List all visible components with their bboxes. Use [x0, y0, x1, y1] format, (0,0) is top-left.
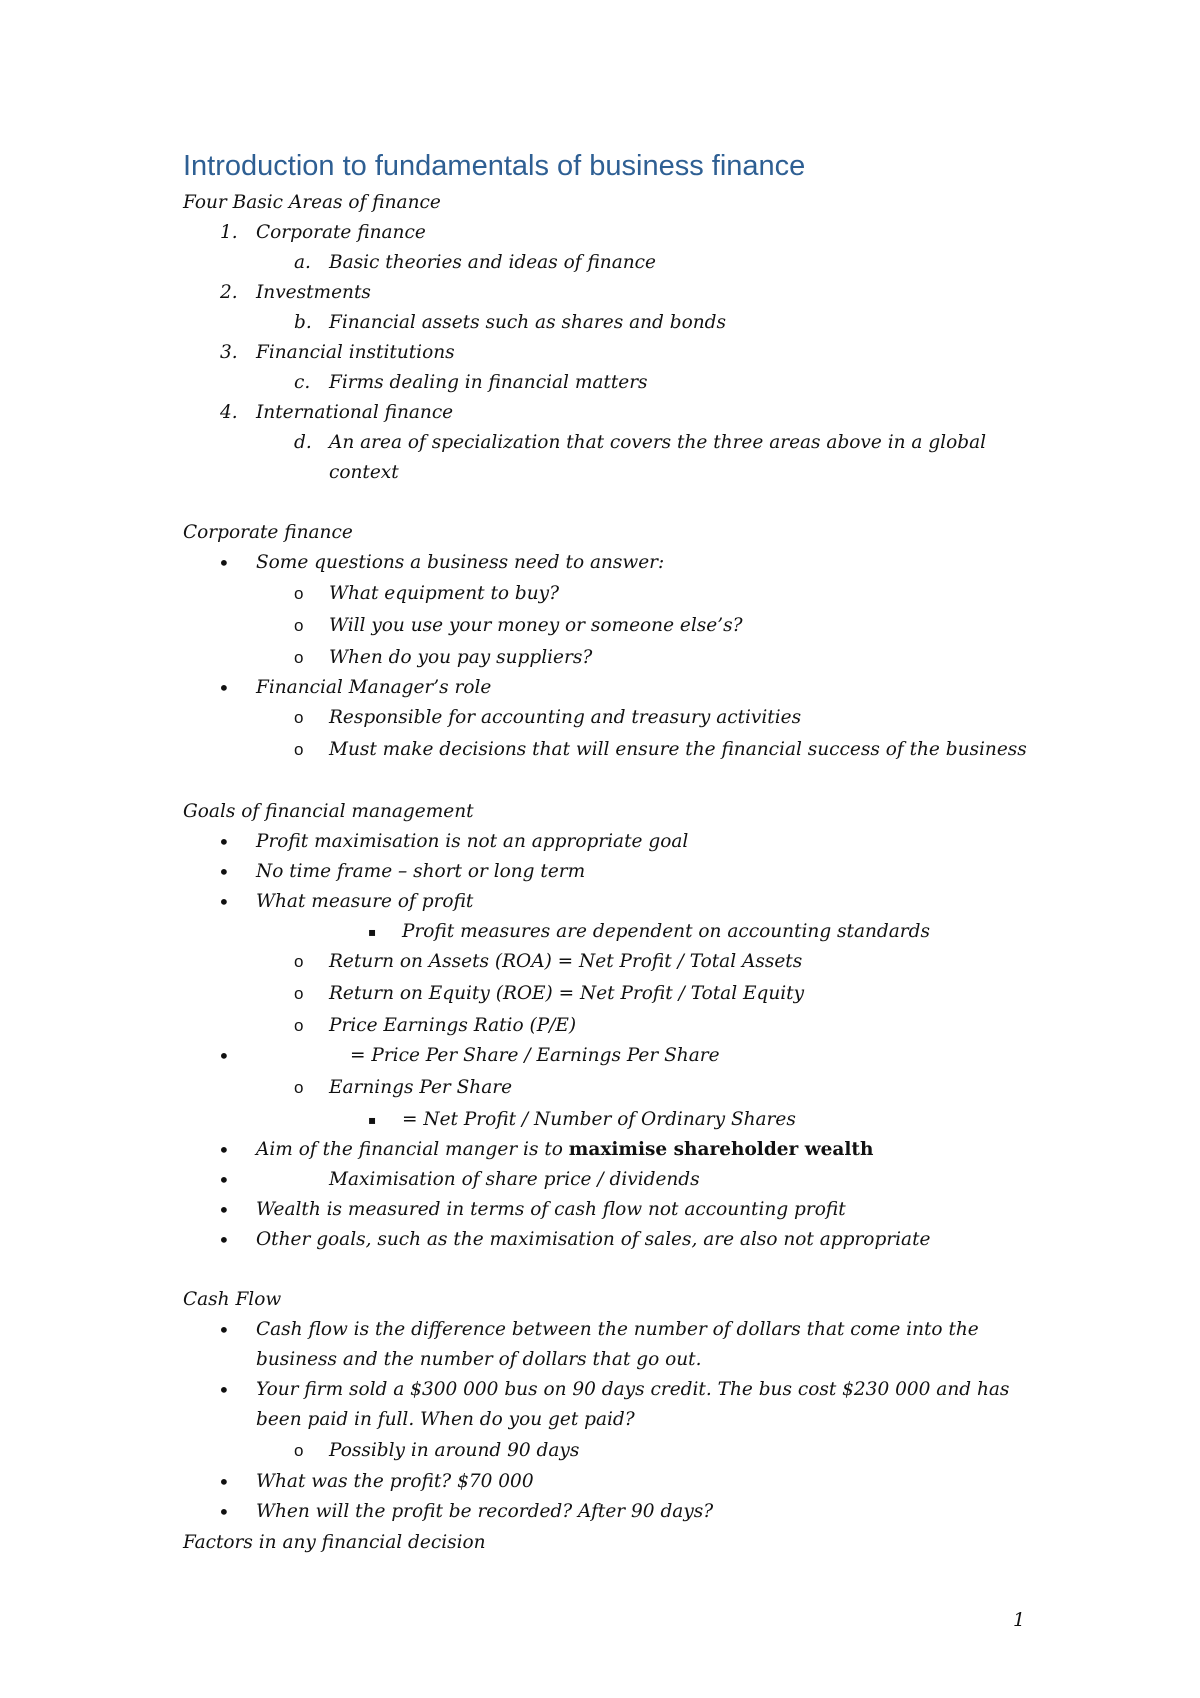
bullet-marker: •: [218, 1198, 230, 1222]
square-bullet-marker: ▪: [368, 925, 377, 939]
list-marker: 3.: [220, 342, 238, 363]
page-number: 1: [1013, 1609, 1026, 1631]
sub-bullet-marker: o: [294, 740, 304, 759]
section-heading-factors: Factors in any financial decision: [183, 1532, 486, 1553]
list-item: Profit measures are dependent on accounting standards: [402, 921, 930, 942]
bullet-marker: •: [218, 1378, 230, 1402]
list-item: = Price Per Share / Earnings Per Share: [350, 1045, 720, 1066]
list-item: What equipment to buy?: [329, 583, 560, 604]
list-item: What measure of profit: [256, 891, 474, 912]
list-marker: 4.: [220, 402, 238, 423]
section-heading-four-areas: Four Basic Areas of finance: [183, 192, 441, 213]
sub-bullet-marker: o: [294, 584, 304, 603]
sub-bullet-marker: o: [294, 708, 304, 727]
list-item: Return on Equity (ROE) = Net Profit / Total Equity: [329, 983, 805, 1004]
bullet-marker: •: [218, 1228, 230, 1252]
sub-bullet-marker: o: [294, 1441, 304, 1460]
bullet-marker: •: [218, 676, 230, 700]
bullet-marker: •: [218, 830, 230, 854]
bullet-marker: •: [218, 1470, 230, 1494]
list-item-continuation: business and the number of dollars that go out.: [256, 1349, 702, 1370]
list-item: Financial institutions: [256, 342, 455, 363]
list-item: Cash flow is the difference between the number of dollars that come into the: [256, 1319, 979, 1340]
list-item: Some questions a business need to answer:: [256, 552, 665, 573]
bullet-marker: •: [218, 860, 230, 884]
sub-bullet-marker: o: [294, 984, 304, 1003]
list-item: Your firm sold a $300 000 bus on 90 days credit. The bus cost $230 000 and has: [256, 1379, 1010, 1400]
list-item: When will the profit be recorded? After 90 days?: [256, 1501, 714, 1522]
list-marker: a.: [294, 252, 311, 273]
list-item: Will you use your money or someone else’s?: [329, 615, 743, 636]
list-marker: d.: [294, 432, 312, 453]
list-item: Return on Assets (ROA) = Net Profit / Total Assets: [329, 951, 803, 972]
list-item: Possibly in around 90 days: [329, 1440, 580, 1461]
sub-bullet-marker: o: [294, 648, 304, 667]
list-item: Wealth is measured in terms of cash flow not accounting profit: [256, 1199, 846, 1220]
sub-bullet-marker: o: [294, 616, 304, 635]
list-marker: b.: [294, 312, 312, 333]
list-item: Investments: [256, 282, 371, 303]
list-item-emphasis: maximise shareholder wealth: [568, 1139, 874, 1160]
bullet-marker: •: [218, 1500, 230, 1524]
page-title: Introduction to fundamentals of business finance: [183, 150, 806, 182]
list-item: = Net Profit / Number of Ordinary Shares: [402, 1109, 796, 1130]
list-marker: 1.: [220, 222, 238, 243]
bullet-marker: •: [218, 1044, 230, 1068]
bullet-marker: •: [218, 890, 230, 914]
list-item: Financial assets such as shares and bonds: [329, 312, 726, 333]
list-item-continuation: context: [329, 462, 399, 483]
list-marker: 2.: [220, 282, 238, 303]
list-item: Price Earnings Ratio (P/E): [329, 1015, 577, 1036]
list-item: An area of specialization that covers the three areas above in a global: [329, 432, 987, 453]
section-heading-goals: Goals of financial management: [183, 801, 474, 822]
list-item: International finance: [256, 402, 454, 423]
list-item: No time frame – short or long term: [256, 861, 586, 882]
list-item: Profit maximisation is not an appropriate goal: [256, 831, 689, 852]
bullet-marker: •: [218, 1168, 230, 1192]
section-heading-cash-flow: Cash Flow: [183, 1289, 282, 1310]
bullet-marker: •: [218, 1318, 230, 1342]
list-marker: c.: [294, 372, 311, 393]
list-item: Other goals, such as the maximisation of sales, are also not appropriate: [256, 1229, 931, 1250]
section-heading-corporate-finance: Corporate finance: [183, 522, 353, 543]
list-item: Maximisation of share price / dividends: [329, 1169, 700, 1190]
bullet-marker: •: [218, 551, 230, 575]
list-item: Earnings Per Share: [329, 1077, 513, 1098]
sub-bullet-marker: o: [294, 1078, 304, 1097]
list-item: Firms dealing in financial matters: [329, 372, 648, 393]
bullet-marker: •: [218, 1138, 230, 1162]
list-item: Corporate finance: [256, 222, 426, 243]
square-bullet-marker: ▪: [368, 1113, 377, 1127]
list-item-continuation: been paid in full. When do you get paid?: [256, 1409, 635, 1430]
sub-bullet-marker: o: [294, 952, 304, 971]
list-item: When do you pay suppliers?: [329, 647, 593, 668]
list-item-text: Aim of the financial manger is to: [256, 1139, 569, 1160]
list-item: Basic theories and ideas of finance: [329, 252, 656, 273]
sub-bullet-marker: o: [294, 1016, 304, 1035]
list-item: Financial Manager’s role: [256, 677, 492, 698]
list-item: What was the profit? $70 000: [256, 1471, 534, 1492]
list-item: Must make decisions that will ensure the financial success of the business: [329, 739, 1027, 760]
list-item: [256, 1138, 873, 1162]
list-item: Responsible for accounting and treasury activities: [329, 707, 802, 728]
